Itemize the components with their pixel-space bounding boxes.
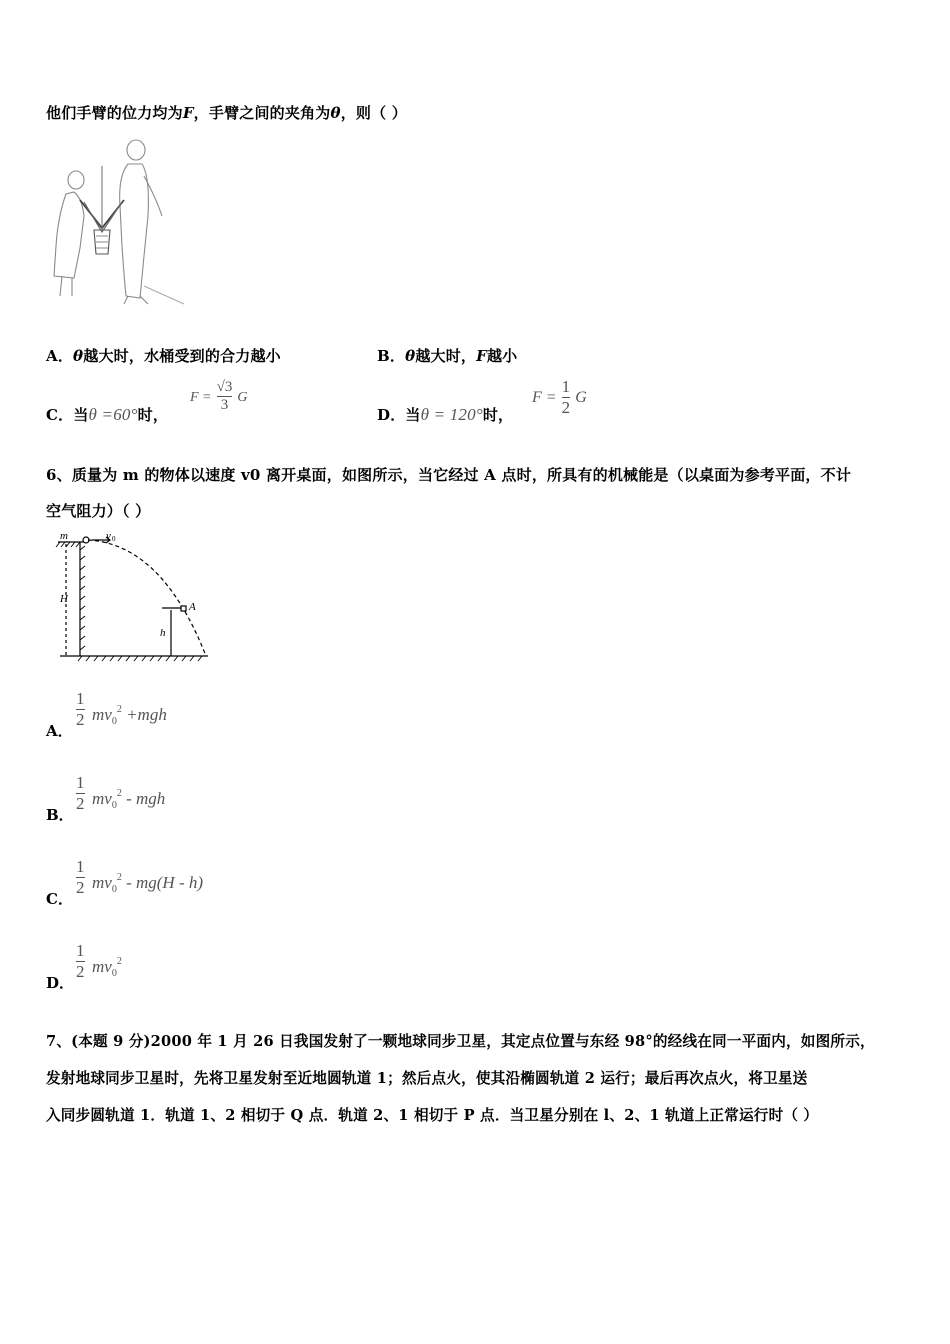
- left-person-body: [54, 192, 84, 278]
- q5-option-b-F: F: [476, 347, 487, 365]
- q5-d-rhs: G: [575, 389, 587, 406]
- q7-stem-line1: 7、(本题 9 分)2000 年 1 月 26 日我国发射了一颗地球同步卫星，其定点位置与东经 98°的经线在同一平面内，如图所示，: [46, 1033, 875, 1050]
- q6-a-num: 1: [76, 689, 85, 708]
- q5-option-a[interactable]: [46, 345, 281, 366]
- q6-stem-line1: 6、质量为 m 的物体以速度 v0 离开桌面，如图所示，当它经过 A 点时，所具有的机械能是（以桌面为参考平面，不计: [46, 466, 852, 484]
- q6-c-expr: $mv_0^2 - mg(H - h)$: [92, 872, 204, 895]
- q5-option-b[interactable]: [377, 345, 517, 366]
- q5-stem-text-a: 他们手臂的位力均为: [46, 104, 183, 122]
- q5-c-fraction: [217, 380, 233, 413]
- q5-option-d-angle: θ = 120°: [420, 405, 483, 424]
- right-person-body: [120, 164, 149, 298]
- q5-option-d[interactable]: [377, 404, 513, 425]
- q6-a-den: 2: [76, 710, 85, 729]
- q5-c-num: √3: [216, 379, 233, 395]
- label-v0-sub: 0: [112, 535, 116, 543]
- q5-option-c[interactable]: [46, 404, 168, 425]
- q5-stem-theta: θ: [330, 104, 341, 122]
- q6-d-den: 2: [76, 962, 85, 981]
- q5-d-fraction: [562, 378, 571, 417]
- q7-stem-line3: 入同步圆轨道 1．轨道 1、2 相切于 Q 点．轨道 2、1 相切于 P 点．当卫星分别在 l、2、1 轨道上正常运行时（ ）: [46, 1107, 819, 1124]
- q5-option-c-text: 时，: [137, 406, 169, 424]
- q5-option-b-label: B．: [377, 347, 406, 365]
- q6-b-fraction: [76, 774, 85, 813]
- q5-option-a-theta: θ: [73, 347, 84, 365]
- q5-option-d-text: 时，: [482, 406, 514, 424]
- q5-option-c-label: C．当: [46, 406, 89, 424]
- trajectory: [88, 540, 206, 656]
- q6-a-fraction: [76, 690, 85, 729]
- q6-option-d-label: D．: [46, 974, 75, 992]
- label-h: h: [160, 627, 166, 639]
- q6-b-den: 2: [76, 794, 85, 813]
- q6-d-num: 1: [76, 941, 85, 960]
- q5-option-b-text: 越大时，: [415, 347, 477, 365]
- q5-d-num: 1: [561, 377, 571, 396]
- label-m: m: [60, 530, 68, 542]
- label-A: A: [189, 601, 196, 613]
- left-person-head: [68, 171, 84, 189]
- q5-c-den: 3: [220, 397, 229, 413]
- q5-stem-text-c: ，则（ ）: [340, 104, 407, 122]
- q5-option-c-formula: [190, 380, 248, 413]
- q5-stem-text-b: ，手臂之间的夹角为: [193, 104, 331, 122]
- q5-stem: [46, 102, 407, 123]
- q5-option-a-label: A．: [46, 347, 74, 365]
- q6-d-fraction: [76, 942, 85, 981]
- q6-b-num: 1: [76, 773, 85, 792]
- q5-stem-F: F: [182, 104, 194, 122]
- q5-option-a-text: 越大时，水桶受到的合力越小: [83, 347, 281, 365]
- q5-option-b-text2: 越小: [486, 347, 518, 365]
- label-H: H: [60, 593, 68, 605]
- bucket-carrying-figure: [44, 136, 194, 308]
- q6-b-expr: $mv_0^2$ - mgh: [92, 788, 166, 811]
- q5-c-lhs: F =: [190, 390, 212, 405]
- q6-c-den: 2: [76, 878, 85, 897]
- q6-stem-line2: 空气阻力）（ ）: [46, 502, 151, 520]
- q5-c-rhs: G: [237, 390, 248, 405]
- right-person-head: [127, 140, 145, 160]
- q7-stem-line2: 发射地球同步卫星时，先将卫星发射至近地圆轨道 1；然后点火，使其沿椭圆轨道 2 运行；最后再次点火，将卫星送: [46, 1070, 808, 1087]
- q6-option-c-label: C．: [46, 890, 73, 908]
- q6-option-a-label: A．: [46, 722, 73, 740]
- q5-option-c-angle: θ =60°: [88, 405, 138, 424]
- q6-c-fraction: [76, 858, 85, 897]
- q5-d-lhs: F =: [532, 389, 557, 406]
- q5-option-d-label: D．当: [377, 406, 421, 424]
- q6-d-expr: $mv_0^2$: [92, 956, 122, 979]
- label-v0: v: [106, 530, 111, 542]
- q5-option-b-theta: θ: [405, 347, 416, 365]
- projectile-figure: [52, 530, 212, 665]
- q6-a-expr: $mv_0^2 +mgh$: [92, 704, 167, 727]
- point-A: [181, 606, 186, 611]
- q6-c-num: 1: [76, 857, 85, 876]
- q5-d-den: 2: [561, 398, 571, 417]
- q5-option-d-formula: [532, 378, 587, 417]
- q6-option-b-label: B．: [46, 806, 74, 824]
